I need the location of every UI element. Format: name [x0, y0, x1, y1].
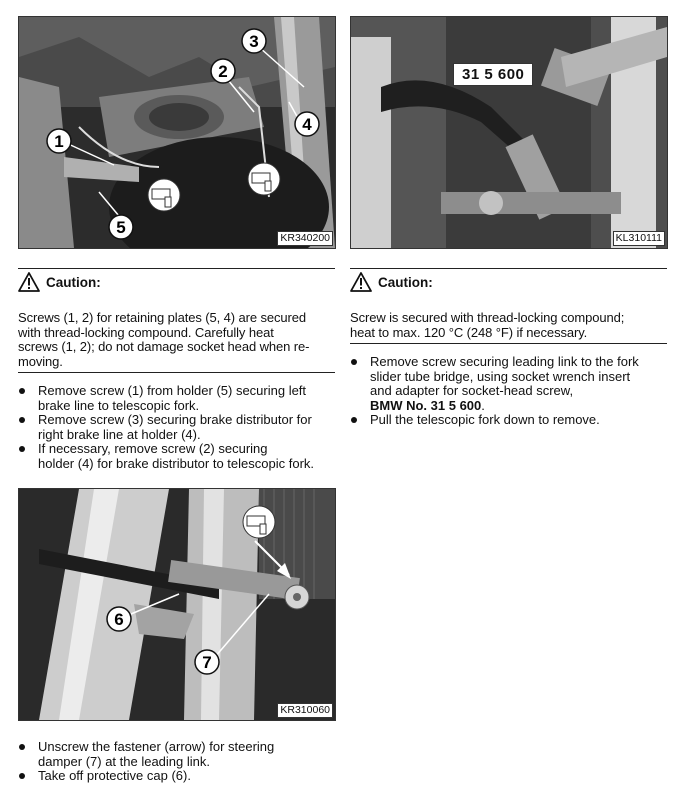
- step-line: damper (7) at the leading link.: [38, 753, 210, 769]
- caution-title: Caution:: [46, 274, 101, 290]
- bullet-icon: [351, 417, 357, 423]
- callout-4: [295, 112, 319, 136]
- tool-number: BMW No. 31 5 600: [370, 397, 482, 413]
- callout-6: [107, 607, 131, 631]
- heat-gun-icon: [243, 506, 275, 538]
- step-line: Unscrew the fastener (arrow) for steering: [38, 739, 275, 754]
- caution-text: [18, 311, 338, 369]
- list-item: [18, 413, 348, 442]
- step-line: Remove screw securing leading link to the fork: [370, 354, 639, 369]
- figure-steering-damper: [18, 488, 336, 721]
- caution-line: screws (1, 2); do not damage socket head when re-: [18, 339, 310, 355]
- callout-7: [195, 650, 219, 674]
- svg-text:5: 5: [116, 218, 126, 237]
- figure-code: KL310111: [613, 231, 665, 246]
- photo-socket-wrench-illustration: [351, 17, 667, 248]
- svg-text:7: 7: [202, 653, 212, 672]
- step-list-right: [350, 355, 670, 428]
- warning-triangle-icon: [18, 272, 40, 292]
- caution-end-divider: [18, 372, 335, 373]
- figure-code: KR310060: [277, 703, 333, 718]
- callout-1: [47, 129, 71, 153]
- bullet-icon: [19, 388, 25, 394]
- caution-text: [350, 311, 670, 340]
- step-line: Remove screw (1) from holder (5) securing left: [38, 383, 307, 398]
- list-item: [18, 740, 348, 769]
- caution-divider: [350, 268, 667, 269]
- caution-title: Caution:: [378, 274, 433, 290]
- callout-5: [109, 215, 133, 239]
- bullet-icon: [351, 359, 357, 365]
- caution-heading: [350, 272, 433, 292]
- punctuation: .: [481, 397, 485, 413]
- bullet-icon: [19, 446, 25, 452]
- caution-line: heat to max. 120 °C (248 °F) if necessary.: [350, 324, 588, 340]
- figure-leading-link-screw: [350, 16, 668, 249]
- caution-line: Screws (1, 2) for retaining plates (5, 4) are secured: [18, 310, 307, 325]
- heat-gun-icon: [148, 179, 180, 211]
- step-line: and adapter for socket-head screw,: [370, 383, 574, 399]
- list-item: [18, 442, 348, 471]
- list-item: [18, 384, 348, 413]
- callout-3: [242, 29, 266, 53]
- caution-line: with thread-locking compound. Carefully heat: [18, 324, 274, 340]
- tool-number-label: 31 5 600: [453, 63, 533, 86]
- step-line: slider tube bridge, using socket wrench insert: [370, 368, 631, 384]
- step-line: If necessary, remove screw (2) securing: [38, 441, 268, 457]
- list-item: [350, 413, 670, 428]
- list-item: [18, 769, 348, 784]
- list-item: [350, 355, 670, 413]
- step-line: right brake line at holder (4).: [38, 426, 201, 442]
- step-line: holder (4) for brake distributor to telescopic fork.: [38, 455, 315, 471]
- callout-2: [211, 59, 235, 83]
- warning-triangle-icon: [350, 272, 372, 292]
- bullet-icon: [19, 773, 25, 779]
- caution-line: Screw is secured with thread-locking compound;: [350, 310, 625, 325]
- svg-text:1: 1: [54, 132, 64, 151]
- step-line: [370, 399, 670, 414]
- caution-divider: [18, 268, 335, 269]
- caution-end-divider: [350, 343, 667, 344]
- step-line: Remove screw (3) securing brake distributor for: [38, 412, 312, 428]
- step-list-left: [18, 384, 348, 472]
- svg-text:2: 2: [218, 62, 228, 81]
- figure-brake-line-holders: [18, 16, 336, 249]
- photo-steering-damper-illustration: [19, 489, 335, 720]
- step-line: brake line to telescopic fork.: [38, 397, 200, 413]
- step-line: Take off protective cap (6).: [38, 768, 191, 784]
- svg-text:3: 3: [249, 32, 259, 51]
- caution-heading: [18, 272, 101, 292]
- figure-code: KR340200: [277, 231, 333, 246]
- svg-text:4: 4: [302, 115, 312, 134]
- step-list-bottom: [18, 740, 348, 784]
- bullet-icon: [19, 417, 25, 423]
- step-line: Pull the telescopic fork down to remove.: [370, 412, 600, 428]
- svg-text:6: 6: [114, 610, 124, 629]
- heat-gun-icon: [248, 163, 280, 195]
- photo-brake-holders-illustration: [19, 17, 335, 248]
- caution-line: moving.: [18, 353, 63, 369]
- bullet-icon: [19, 744, 25, 750]
